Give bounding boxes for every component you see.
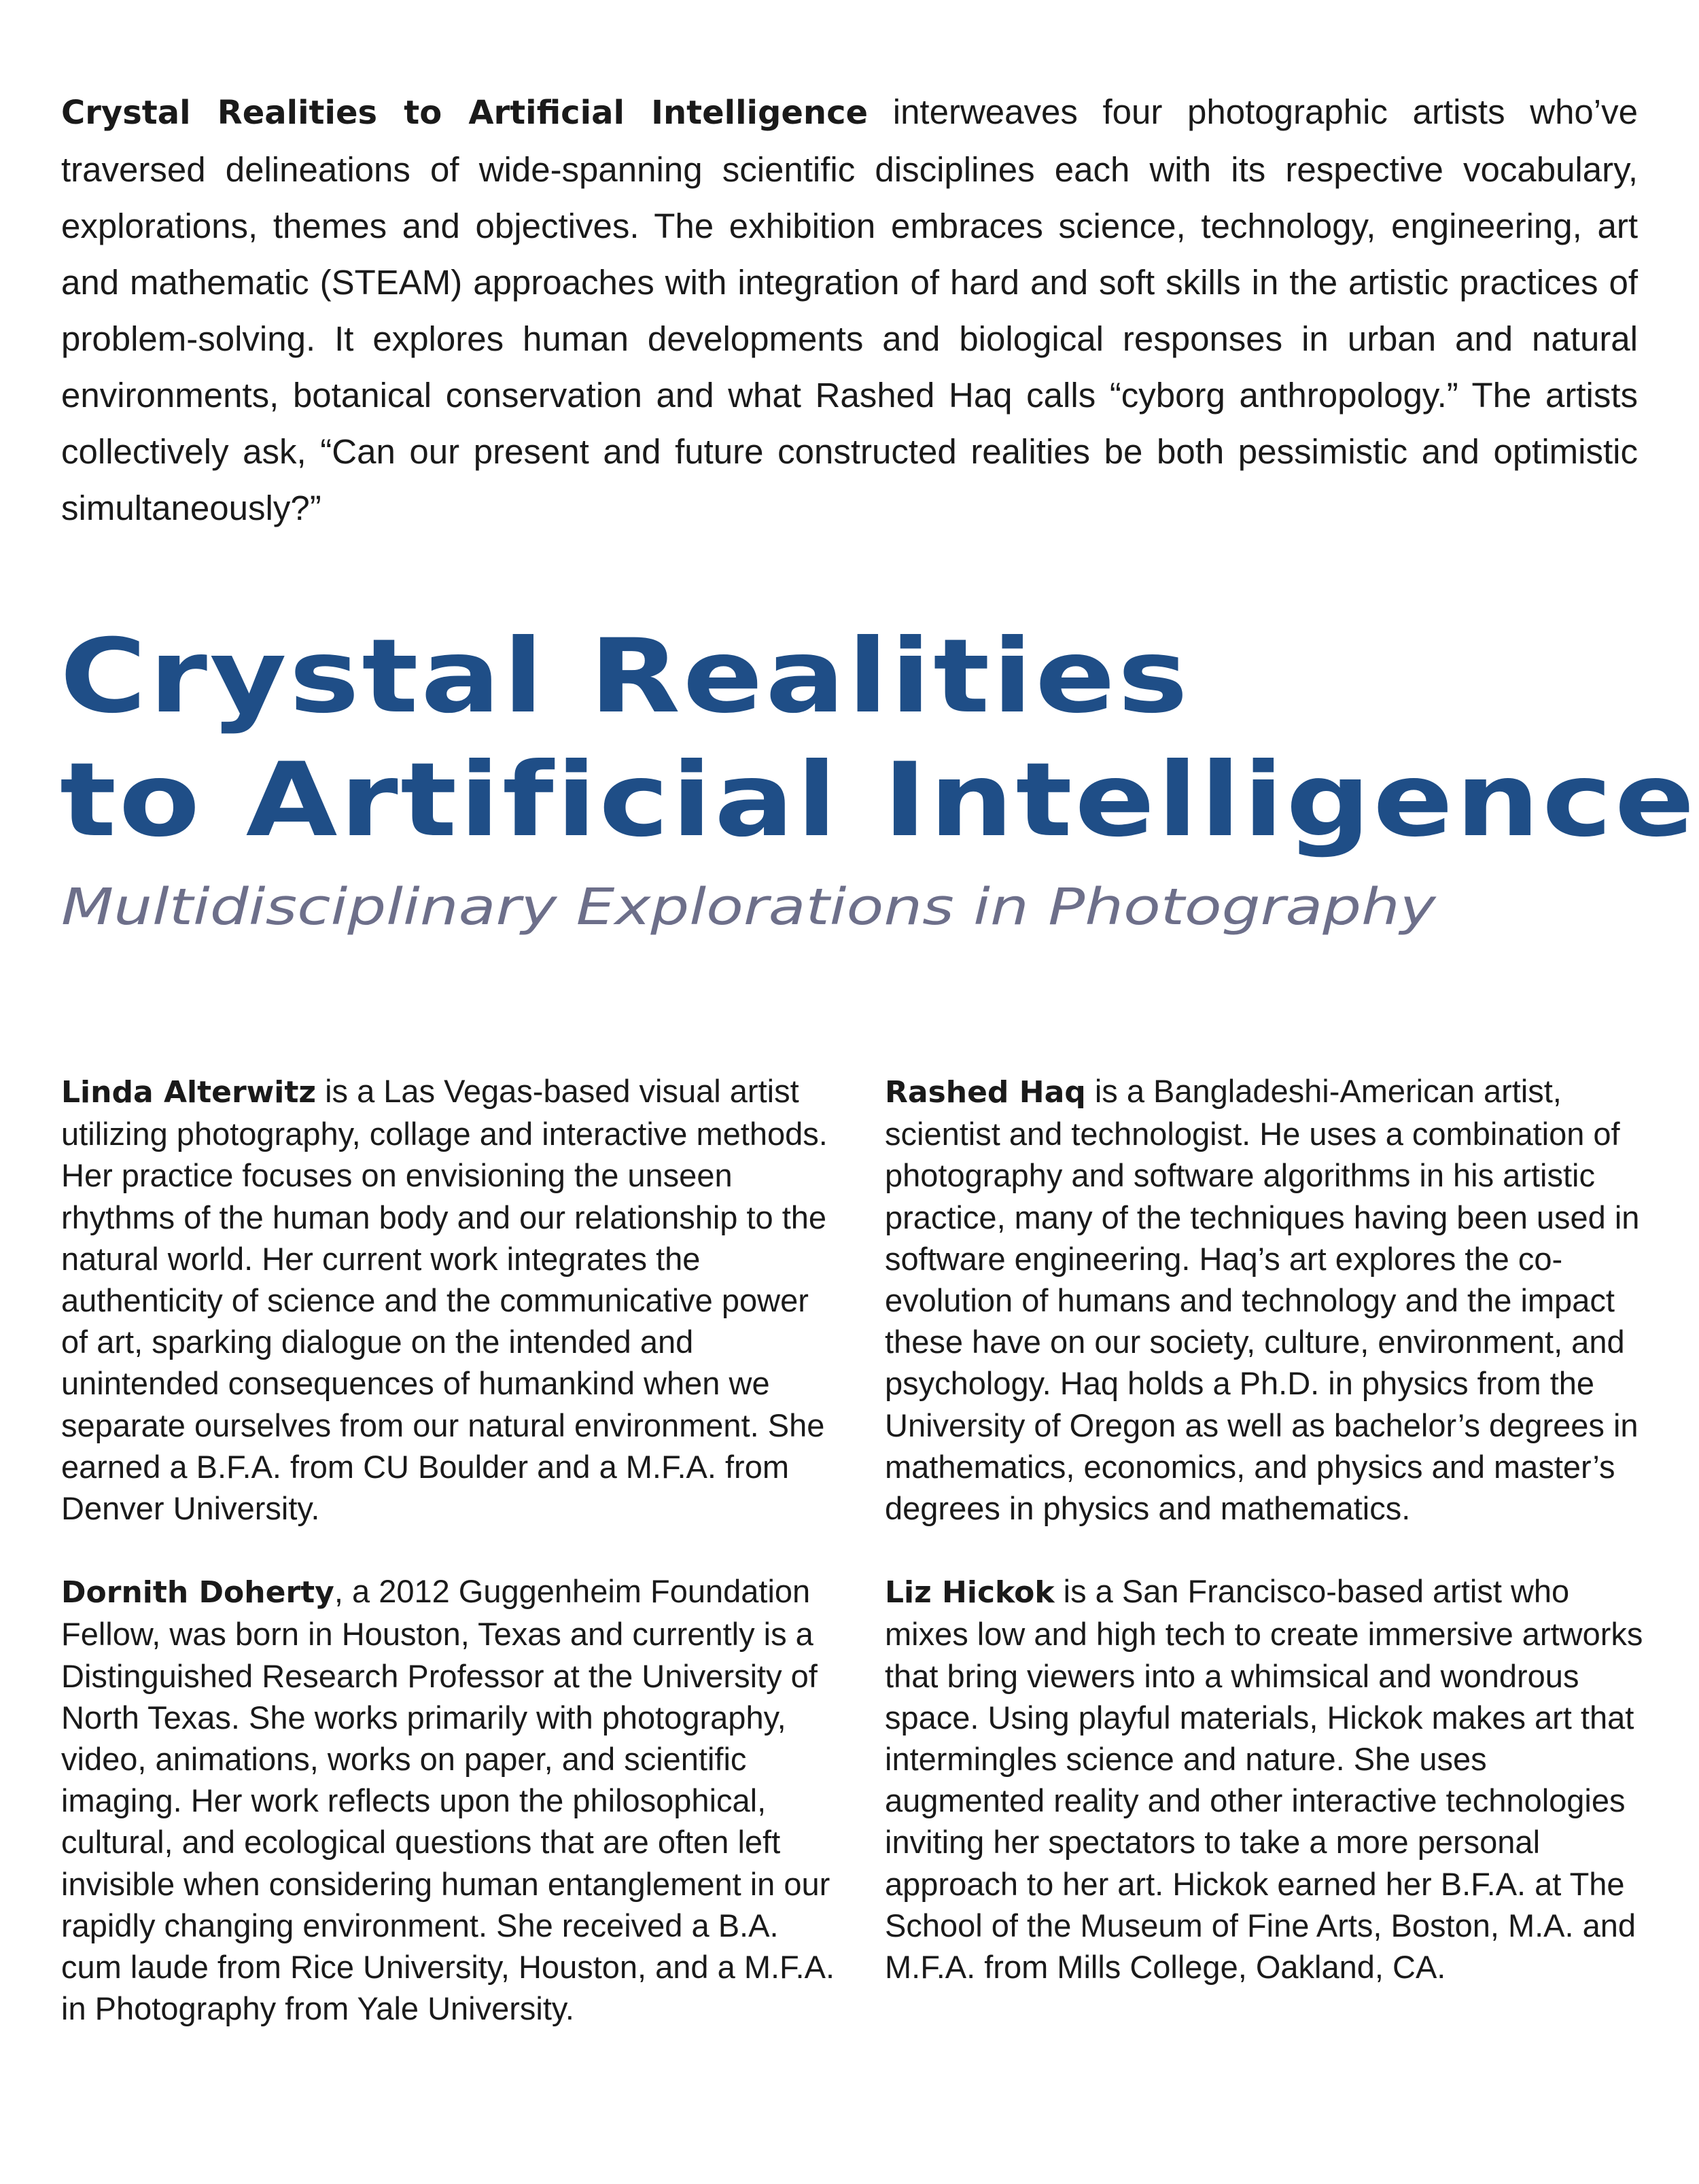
bio-linda-alterwitz (61, 1070, 843, 1529)
bio-column-right (885, 1070, 1649, 2029)
bio-column-left (61, 1070, 843, 2071)
bio-text: , a 2012 Guggenheim Foundation Fellow, was born in Houston, Texas and currently is a Distinguished Research Professor at the University of North Texas. She works primarily with photography, video, animations, works on paper, and scientific imaging. Her work reflects upon the philosophical, cultural, and ecological questions that are often left invisible when considering human entanglement in our rapidly changing environment. She received a B.A. cum laude from Rice University, Houston, and a M.F.A. in Photography from Yale University. (61, 1573, 835, 2027)
intro-paragraph (61, 84, 1638, 536)
intro-lead: Crystal Realities to Artificial Intelligence (61, 94, 869, 132)
artist-name: Liz Hickok (885, 1575, 1055, 1610)
artist-name: Dornith Doherty (61, 1575, 334, 1610)
title-line-1: Crystal Realities (60, 618, 1191, 736)
bio-text: is a Las Vegas-based visual artist utilizing photography, collage and interactive methods. Her practice focuses on envisioning the unseen rhythms of the human body and our relationship to the natural world. Her current work integrates the authenticity of science and the communicative power of art, sparking dialogue on the intended and unintended consequences of humankind when we separate ourselves from our natural environment. She earned a B.F.A. from CU Boulder and a M.F.A. from Denver University. (61, 1073, 828, 1527)
page-title (60, 615, 1699, 862)
bio-liz-hickok (885, 1570, 1649, 1988)
artist-name: Rashed Haq (885, 1075, 1086, 1110)
bio-text: is a Bangladeshi-American artist, scientist and technologist. He uses a combination of photography and software algorithms in his artistic practice, many of the techniques having been used in software engineering. Haq’s art explores the co-evolution of humans and technology and the impact these have on our society, culture, environment, and psychology. Haq holds a Ph.D. in physics from the University of Oregon as well as bachelor’s degrees in mathematics, economics, and physics and master’s degrees in physics and mathematics. (885, 1073, 1640, 1527)
bio-dornith-doherty (61, 1570, 843, 2029)
intro-text: interweaves four photographic artists who’ve traversed delineations of wide-spanning scientific disciplines each with its respective vocabulary, explorations, themes and objectives. The exhibition embraces science, technology, engineering, art and mathematic (STEAM) approaches with integration of hard and soft skills in the artistic practices of problem-solving. It explores human developments and biological responses in urban and natural environments, botanical conservation and what Rashed Haq calls “cyborg anthropology.” The artists collectively ask, “Can our present and future constructed realities be both pessimistic and optimistic simultaneously?” (61, 92, 1638, 527)
bio-rashed-haq (885, 1070, 1649, 1529)
artist-name: Linda Alterwitz (61, 1075, 317, 1110)
page-subtitle: Multidisciplinary Explorations in Photography (61, 878, 1436, 936)
bio-text: is a San Francisco-based artist who mixes low and high tech to create immersive artworks that bring viewers into a whimsical and wondrous space. Using playful materials, Hickok makes art that intermingles science and nature. She uses augmented reality and other interactive technologies inviting her spectators to take a more personal approach to her art. Hickok earned her B.F.A. at The School of the Museum of Fine Arts, Boston, M.A. and M.F.A. from Mills College, Oakland, CA. (885, 1573, 1643, 1986)
title-line-2: to Artificial Intelligence (60, 741, 1698, 860)
